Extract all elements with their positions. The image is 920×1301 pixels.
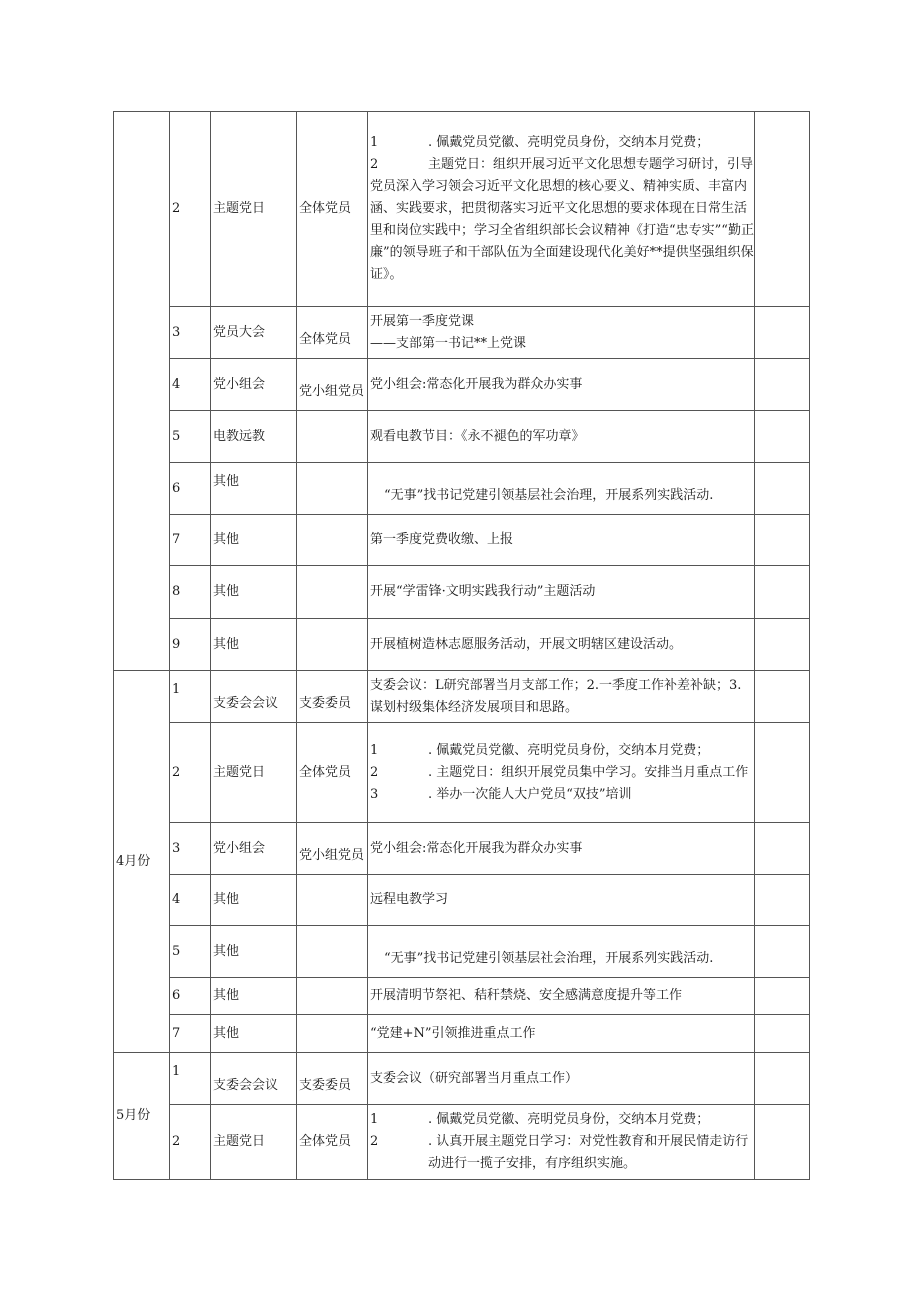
remark-cell (755, 671, 810, 723)
activity-content: 开展第一季度党课 ——支部第一书记**上党课 (368, 307, 755, 359)
activity-content: “无事”找书记党建引领基层社会治理，开展系列实践活动. (368, 926, 755, 978)
activity-content: 开展清明节祭祀、秸秆禁烧、安全感满意度提升等工作 (368, 978, 755, 1015)
remark-cell (755, 112, 810, 307)
activity-type: 其他 (211, 926, 297, 978)
participants (297, 515, 368, 566)
activity-content: 开展“学雷锋·文明实践我行动”主题活动 (368, 566, 755, 619)
row-number: 9 (170, 619, 211, 671)
activity-content: 观看电教节目：《永不褪色的军功章》 (368, 411, 755, 463)
participants: 全体党员 (297, 112, 368, 307)
activity-content: 远程电教学习 (368, 875, 755, 926)
table-row (114, 1015, 810, 1053)
table-row (114, 978, 810, 1015)
activity-type: 其他 (211, 875, 297, 926)
remark-cell (755, 619, 810, 671)
activity-type: 主题党日 (211, 112, 297, 307)
row-number: 4 (170, 875, 211, 926)
row-number: 1 (170, 671, 211, 723)
month-cell: 5月份 (114, 1053, 170, 1180)
content-paragraph: 主题党日：组织开展习近平文化思想专题学习研讨，引导党员深入学习领会习近平文化思想的核心要义、精神实质、丰富内涵、实践要求，把贯彻落实习近平文化思想的要求体现在日常生活里和岗位实践中；学习全省组织部长会议精神《打造“忠专实”“勤正廉”的领导班子和干部队伍为全面建设现代化美好**提供坚强组织保证》。 (370, 157, 754, 282)
participants: 全体党员 (297, 723, 368, 823)
table-row (114, 566, 810, 619)
table-row (114, 411, 810, 463)
table-row (114, 1105, 810, 1180)
month-cell (114, 112, 170, 671)
participants (297, 978, 368, 1015)
activity-type: 其他 (211, 619, 297, 671)
table-row (114, 619, 810, 671)
table-row (114, 463, 810, 515)
table-row (114, 515, 810, 566)
month-cell: 4月份 (114, 671, 170, 1053)
remark-cell (755, 1015, 810, 1053)
activity-type: 支委会会议 (211, 671, 297, 723)
participants: 支委委员 (297, 1053, 368, 1105)
row-number: 1 (170, 1053, 211, 1105)
row-number: 6 (170, 978, 211, 1015)
activity-type: 其他 (211, 978, 297, 1015)
participants (297, 411, 368, 463)
activity-type: 其他 (211, 515, 297, 566)
activity-type: 主题党日 (211, 723, 297, 823)
row-number: 2 (170, 112, 211, 307)
activity-content: “党建+N”引领推进重点工作 (368, 1015, 755, 1053)
remark-cell (755, 411, 810, 463)
activity-content: 支委会议：L研究部署当月支部工作；2.一季度工作补差补缺；3.谋划村级集体经济发展项目和思路。 (368, 671, 755, 723)
table-row (114, 307, 810, 359)
remark-cell (755, 307, 810, 359)
activity-content: “无事”找书记党建引领基层社会治理，开展系列实践活动. (368, 463, 755, 515)
activity-content: 第一季度党费收缴、上报 (368, 515, 755, 566)
activity-type: 电教远教 (211, 411, 297, 463)
activity-type: 其他 (211, 566, 297, 619)
content-line: 1 . 佩戴党员党徽、亮明党员身份，交纳本月党费； (370, 135, 710, 150)
activity-type: 主题党日 (211, 1105, 297, 1180)
activity-content: 1 . 佩戴党员党徽、亮明党员身份，交纳本月党费； 2 . 主题党日：组织开展党员集中学习。安排当月重点工作 3 . 举办一次能人大户党员“双技”培训 (368, 723, 755, 823)
remark-cell (755, 926, 810, 978)
row-number: 3 (170, 307, 211, 359)
participants: 支委委员 (297, 671, 368, 723)
row-number: 7 (170, 515, 211, 566)
activity-content: 开展植树造林志愿服务活动，开展文明辖区建设活动。 (368, 619, 755, 671)
row-number: 4 (170, 359, 211, 411)
participants (297, 875, 368, 926)
participants: 全体党员 (297, 307, 368, 359)
remark-cell (755, 1105, 810, 1180)
activity-type: 其他 (211, 1015, 297, 1053)
participants (297, 566, 368, 619)
row-number: 6 (170, 463, 211, 515)
activity-type: 党员大会 (211, 307, 297, 359)
table-row (114, 926, 810, 978)
remark-cell (755, 566, 810, 619)
participants: 党小组党员 (297, 359, 368, 411)
row-number: 3 (170, 823, 211, 875)
remark-cell (755, 515, 810, 566)
row-number: 5 (170, 411, 211, 463)
remark-cell (755, 359, 810, 411)
row-number: 7 (170, 1015, 211, 1053)
row-number: 2 (170, 723, 211, 823)
remark-cell (755, 823, 810, 875)
participants (297, 619, 368, 671)
participants: 党小组党员 (297, 823, 368, 875)
activity-content: 党小组会:常态化开展我为群众办实事 (368, 823, 755, 875)
remark-cell (755, 463, 810, 515)
participants (297, 1015, 368, 1053)
participants (297, 926, 368, 978)
activity-type: 其他 (211, 463, 297, 515)
participants (297, 463, 368, 515)
activity-content: 党小组会:常态化开展我为群众办实事 (368, 359, 755, 411)
participants: 全体党员 (297, 1105, 368, 1180)
row-number: 2 (170, 1105, 211, 1180)
activity-type: 党小组会 (211, 823, 297, 875)
table-row (114, 823, 810, 875)
activity-type: 支委会会议 (211, 1053, 297, 1105)
remark-cell (755, 1053, 810, 1105)
content-line: 2 (370, 157, 379, 172)
activity-content (368, 112, 755, 307)
table-row (114, 359, 810, 411)
table-row (114, 1053, 810, 1105)
row-number: 5 (170, 926, 211, 978)
table-row (114, 671, 810, 723)
row-number: 8 (170, 566, 211, 619)
remark-cell (755, 723, 810, 823)
remark-cell (755, 875, 810, 926)
remark-cell (755, 978, 810, 1015)
table-row (114, 723, 810, 823)
activity-plan-table (113, 111, 810, 1180)
activity-content: 1 . 佩戴党员党徽、亮明党员身份，交纳本月党费； 2 . 认真开展主题党日学习：对党性教育和开展民情走访行动进行一揽子安排，有序组织实施。 (368, 1105, 755, 1180)
activity-content: 支委会议（研究部署当月重点工作） (368, 1053, 755, 1105)
activity-type: 党小组会 (211, 359, 297, 411)
table-row (114, 875, 810, 926)
table-row (114, 112, 810, 307)
